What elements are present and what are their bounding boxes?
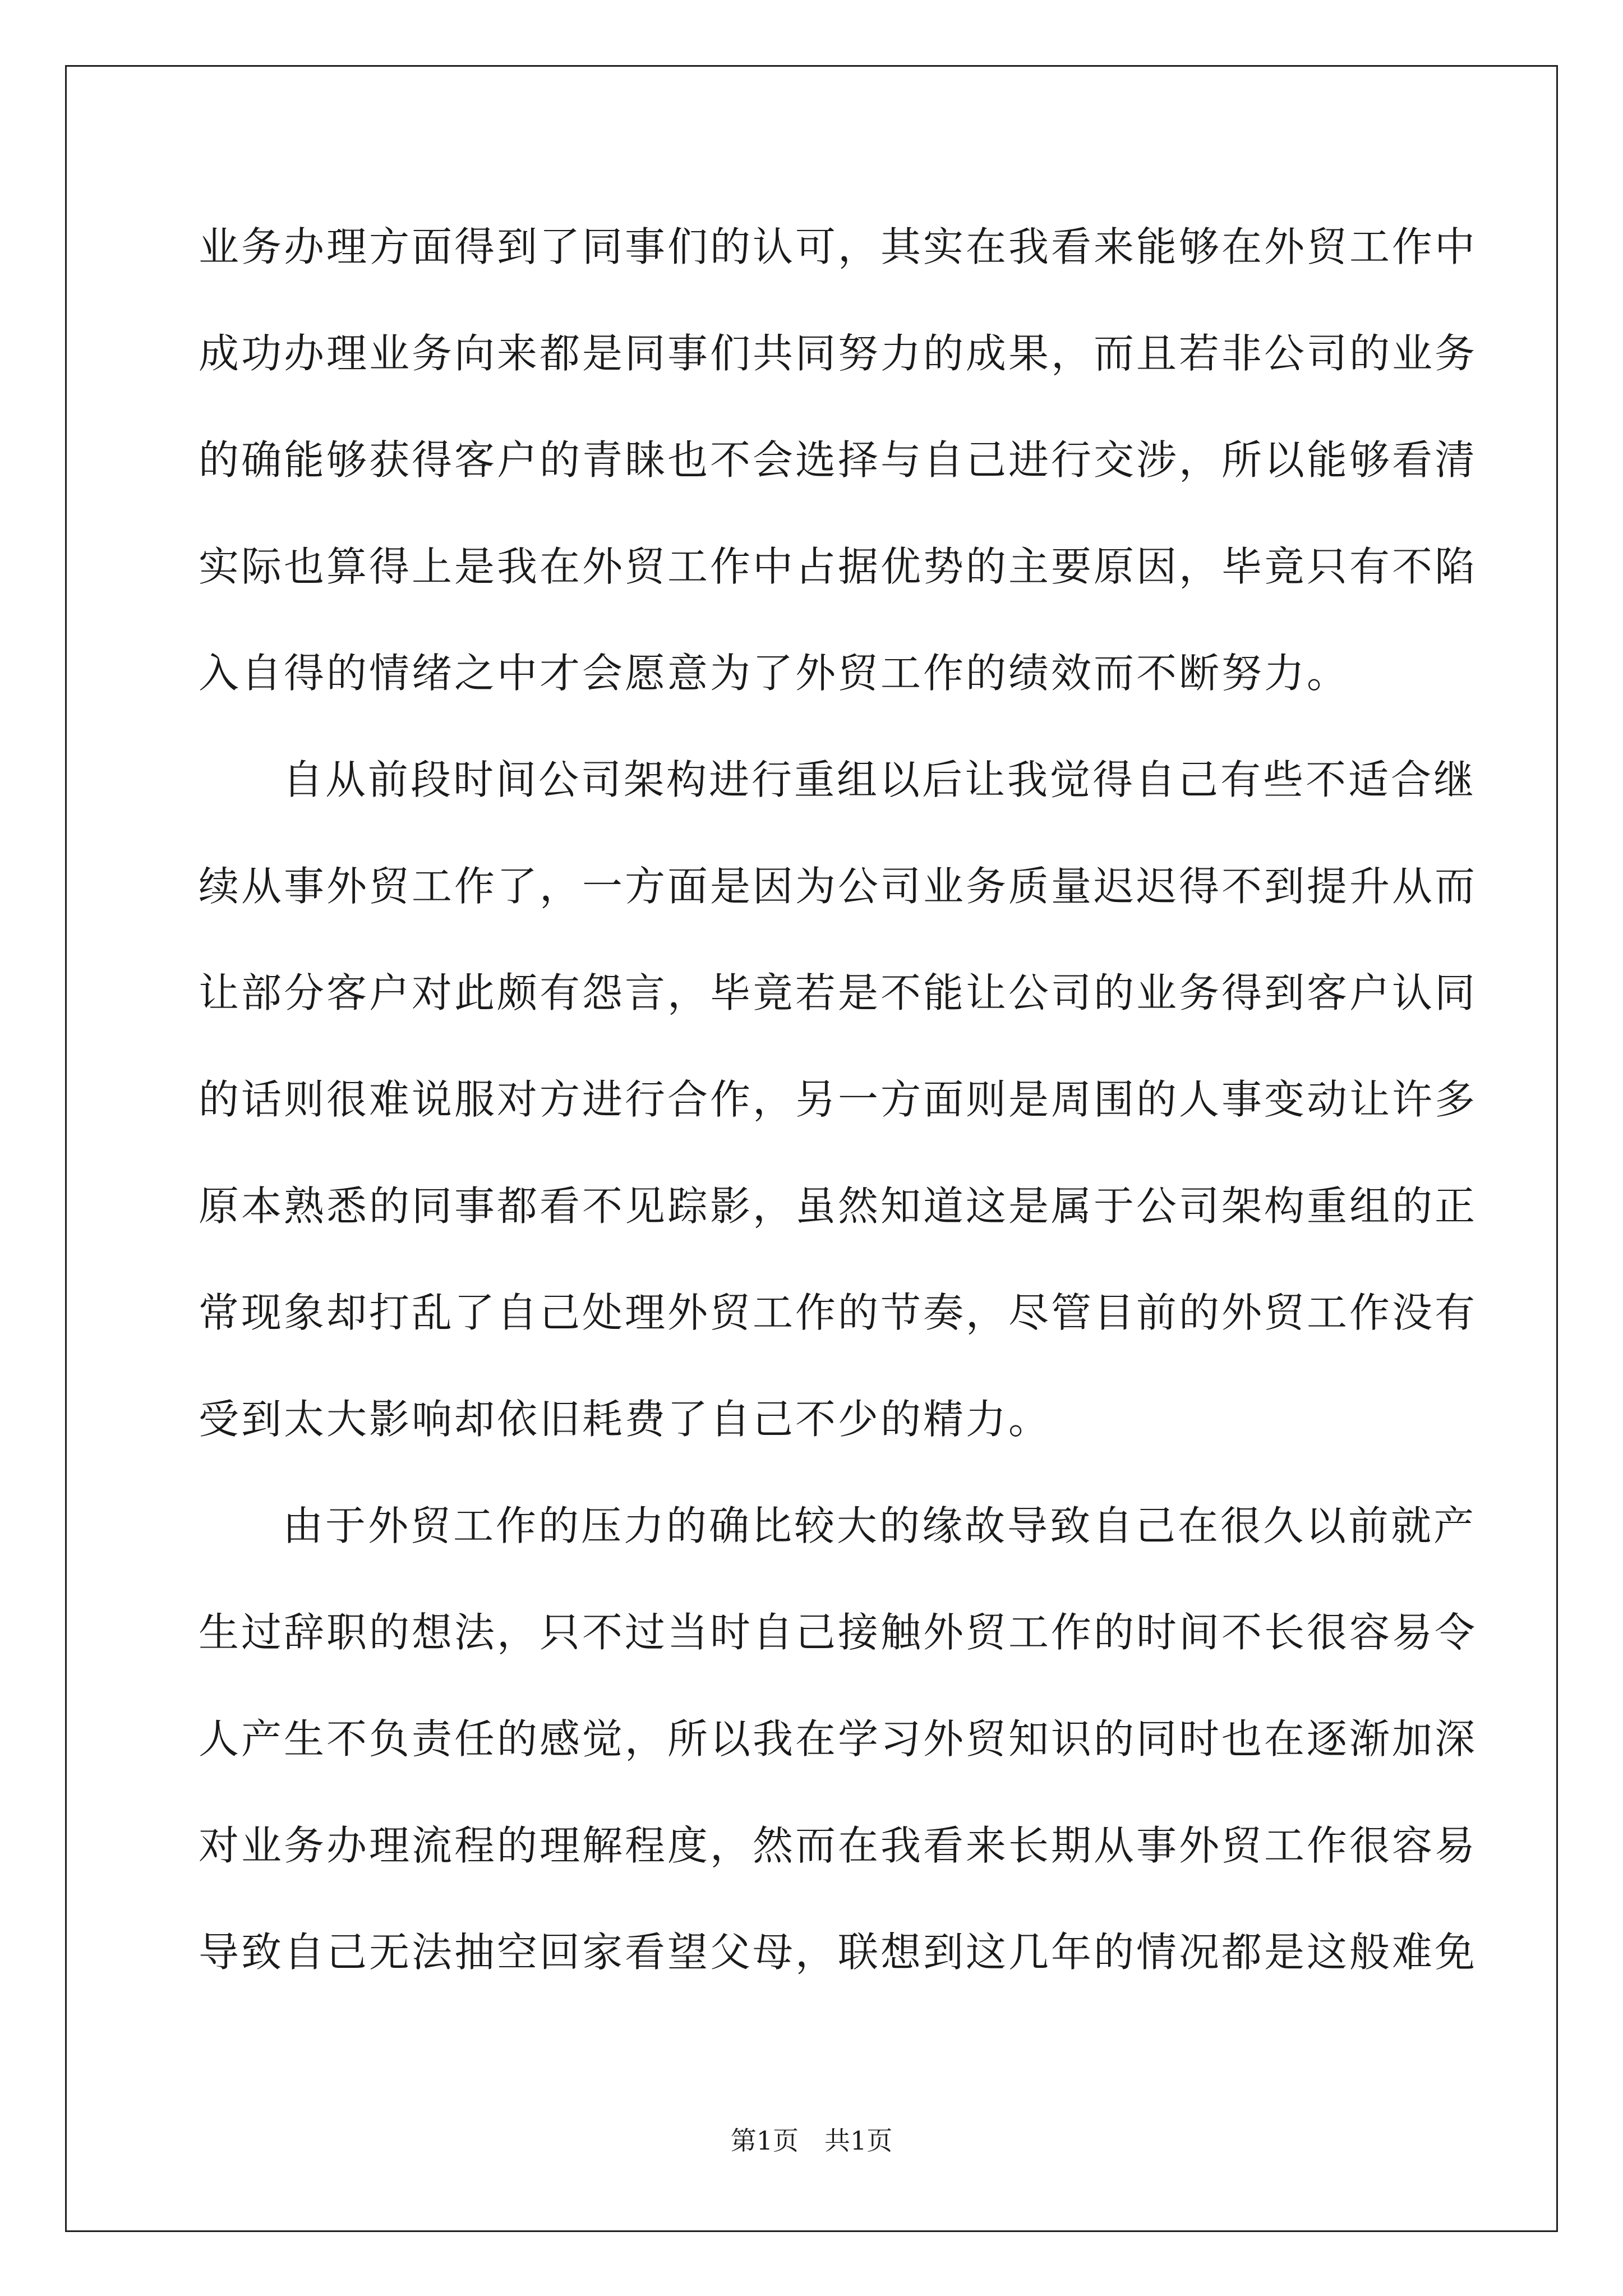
text-line-2: 成功办理业务向来都是同事们共同努力的成果，而且若非公司的业务 [199,330,1478,377]
text-line-11: 常现象却打乱了自己处理外贸工作的节奏，尽管目前的外贸工作没有 [199,1289,1478,1336]
text-line-3: 的确能够获得客户的青睐也不会选择与自己进行交涉，所以能够看清 [199,436,1478,484]
text-line-12: 受到太大影响却依旧耗费了自己不少的精力。 [199,1396,1052,1443]
page-number-footer: 第1页 共1页 [730,2125,893,2156]
text-line-10: 原本熟悉的同事都看不见踪影，虽然知道这是属于公司架构重组的正 [199,1182,1478,1230]
text-line-9: 的话则很难说服对方进行合作，另一方面则是周围的人事变动让许多 [199,1076,1478,1123]
text-line-1: 业务办理方面得到了同事们的认可，其实在我看来能够在外贸工作中 [199,223,1478,270]
text-line-16: 对业务办理流程的理解程度，然而在我看来长期从事外贸工作很容易 [199,1822,1478,1869]
text-line-14: 生过辞职的想法，只不过当时自己接触外贸工作的时间不长很容易令 [199,1609,1478,1656]
text-line-7: 续从事外贸工作了，一方面是因为公司业务质量迟迟得不到提升从而 [199,863,1478,910]
text-line-8: 让部分客户对此颇有怨言，毕竟若是不能让公司的业务得到客户认同 [199,969,1478,1016]
text-line-13: 由于外贸工作的压力的确比较大的缘故导致自己在很久以前就产 [283,1502,1477,1549]
text-line-4: 实际也算得上是我在外贸工作中占据优势的主要原因，毕竟只有不陷 [199,543,1478,590]
text-line-6: 自从前段时间公司架构进行重组以后让我觉得自己有些不适合继 [283,756,1477,803]
text-line-5: 入自得的情绪之中才会愿意为了外贸工作的绩效而不断努力。 [199,650,1350,697]
text-line-15: 人产生不负责任的感觉，所以我在学习外贸知识的同时也在逐渐加深 [199,1715,1478,1763]
text-line-17: 导致自己无法抽空回家看望父母，联想到这几年的情况都是这般难免 [199,1929,1478,1976]
